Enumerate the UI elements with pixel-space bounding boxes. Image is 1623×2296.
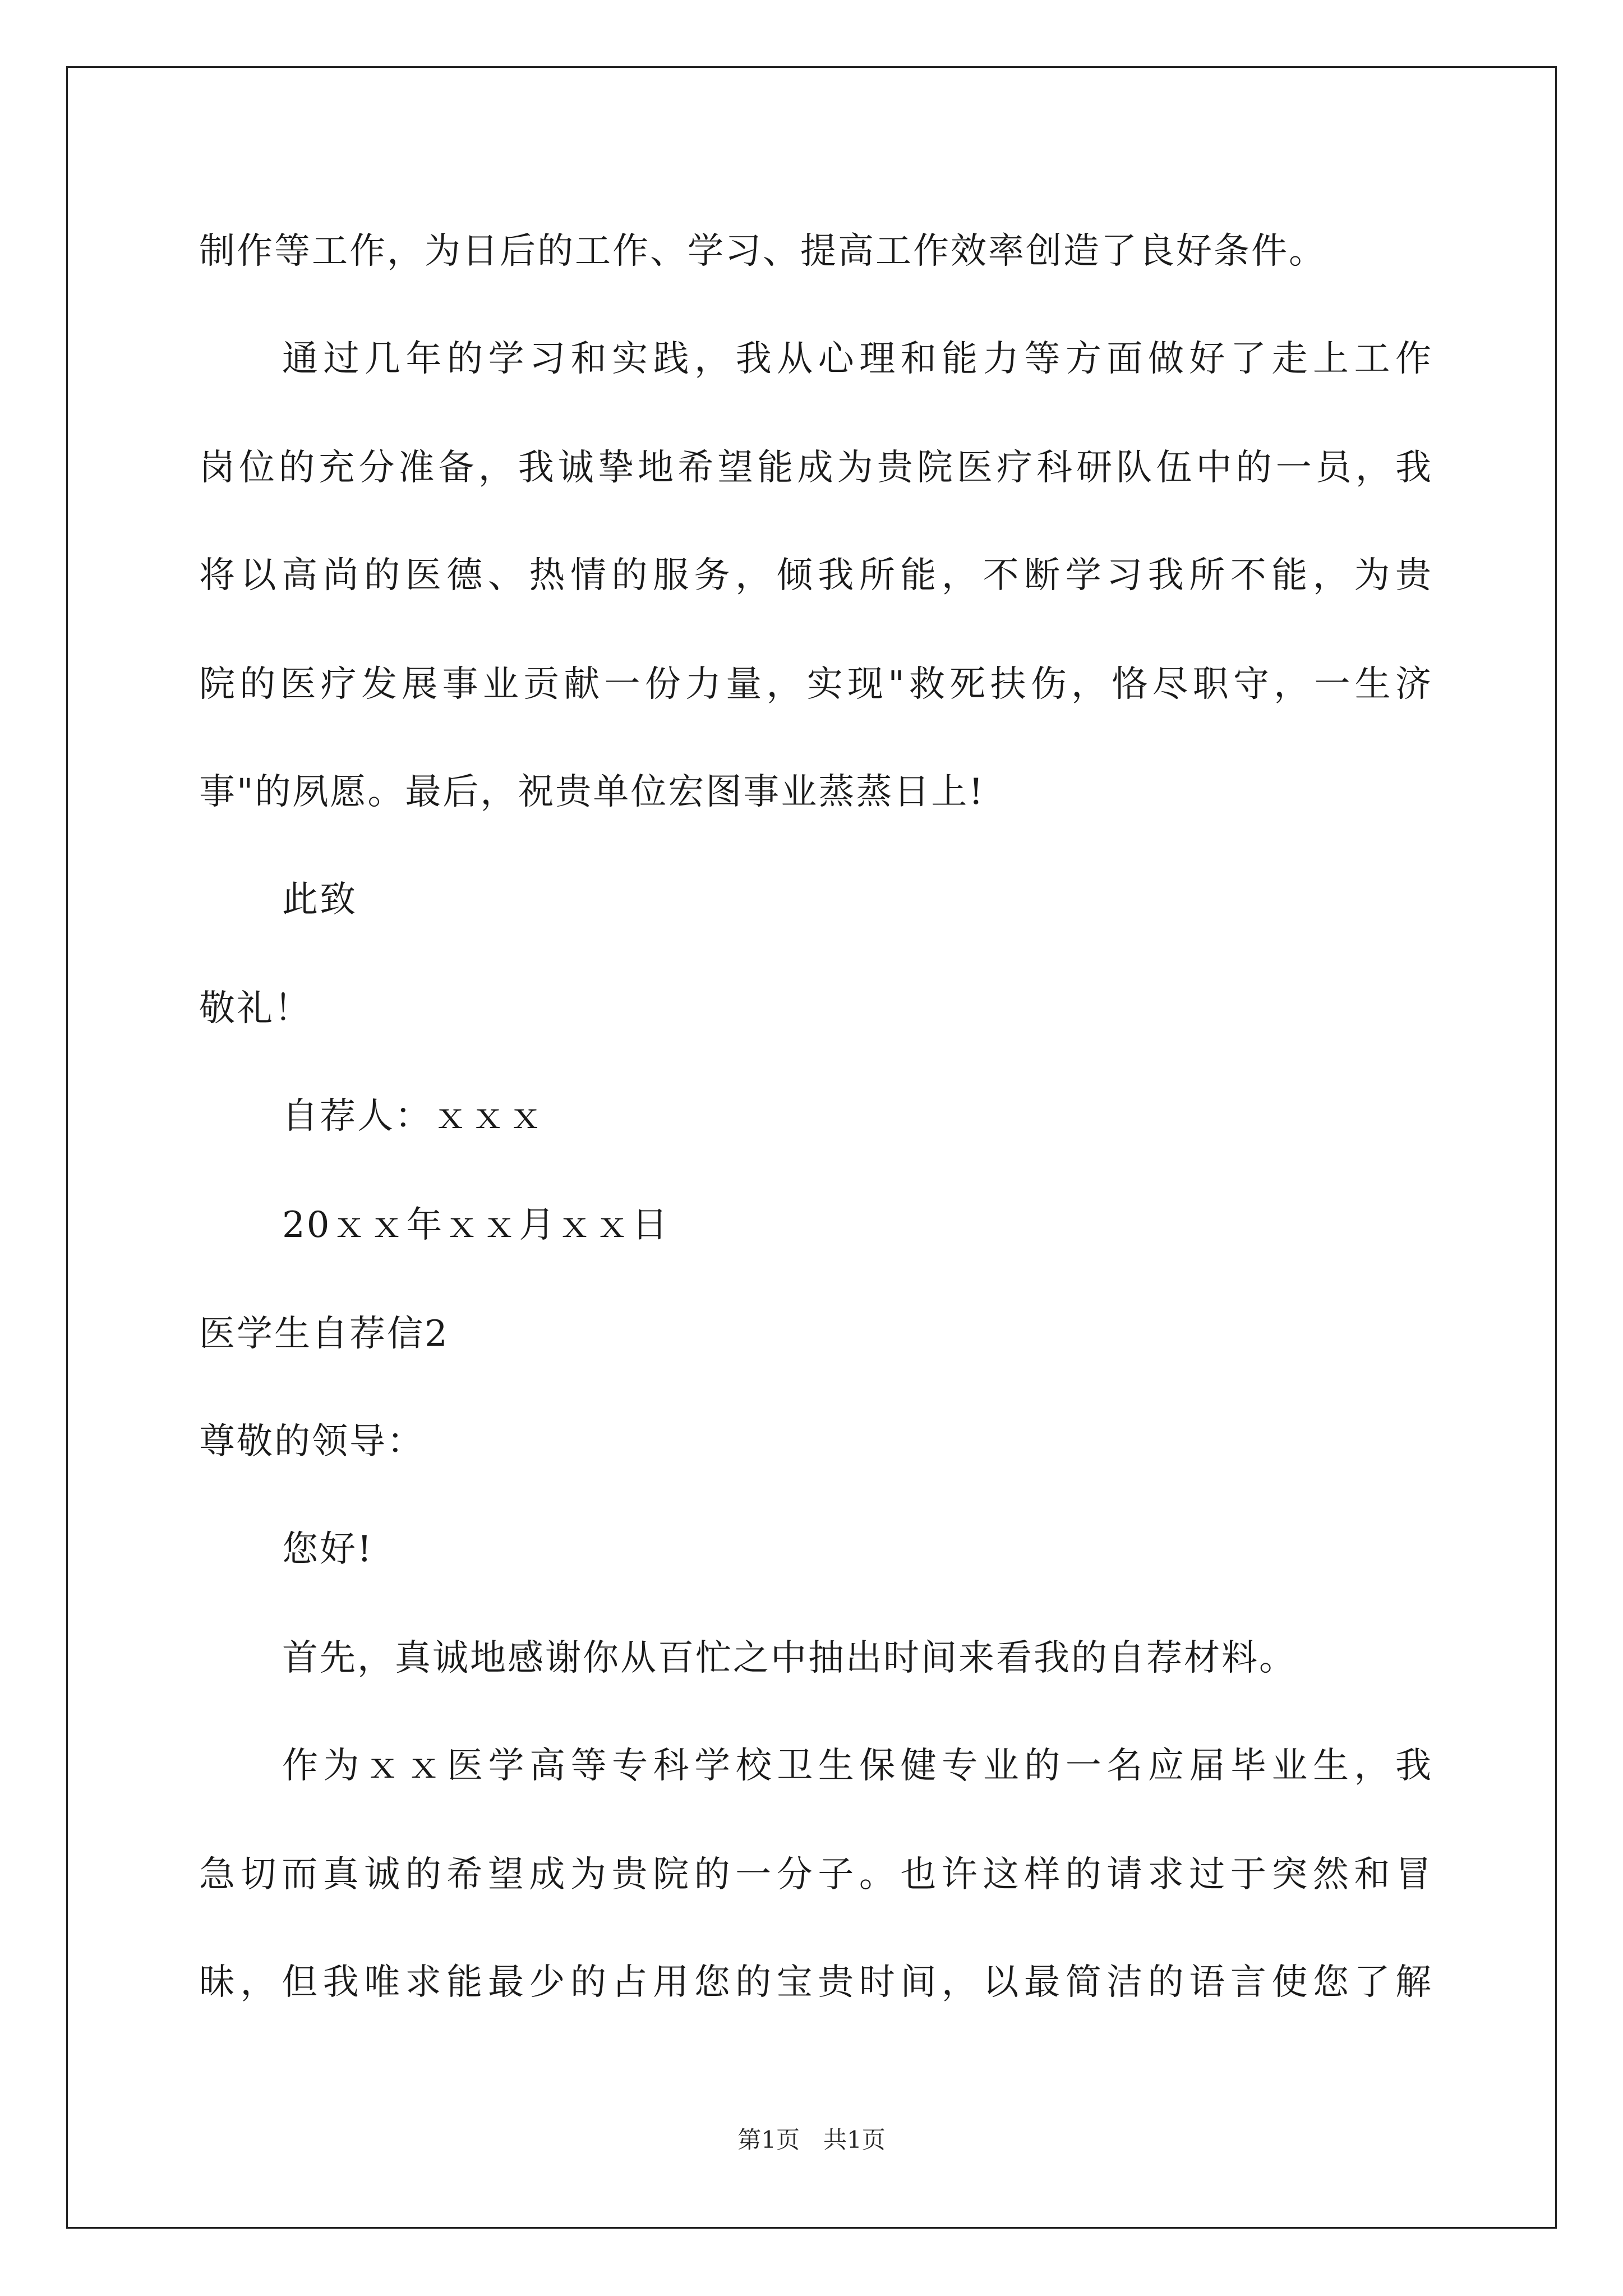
text-line: 急切而真诚的希望成为贵院的一分子。也许这样的请求过于突然和冒 — [199, 1854, 1433, 1895]
paragraph-first-line: 作为ｘｘ医学高等专科学校卫生保健专业的一名应届毕业生，我 — [282, 1745, 1433, 1787]
page-border — [66, 66, 1557, 2229]
greeting-hello: 您好! — [282, 1529, 374, 1570]
signature-date: 20ｘｘ年ｘｘ月ｘｘ日 — [282, 1204, 670, 1246]
text-line: 院的医疗发展事业贡献一份力量，实现"救死扶伤，恪尽职守，一生济 — [199, 664, 1433, 705]
closing-salutation: 此致 — [282, 879, 357, 921]
closing-regards: 敬礼！ — [199, 988, 312, 1029]
signature-name: 自荐人：ｘｘｘ — [282, 1096, 545, 1137]
paragraph-first-line: 首先，真诚地感谢你从百忙之中抽出时间来看我的自荐材料。 — [282, 1637, 1297, 1679]
paragraph-first-line: 通过几年的学习和实践，我从心理和能力等方面做好了走上工作 — [282, 338, 1433, 380]
letter-title: 医学生自荐信2 — [199, 1313, 449, 1355]
text-line: 制作等工作，为日后的工作、学习、提高工作效率创造了良好条件。 — [199, 231, 1326, 272]
text-line: 岗位的充分准备，我诚挚地希望能成为贵院医疗科研队伍中的一员，我 — [199, 447, 1433, 489]
greeting: 尊敬的领导： — [199, 1421, 425, 1462]
page-footer: 第1页 共1页 — [737, 2126, 886, 2154]
text-line: 事"的夙愿。最后，祝贵单位宏图事业蒸蒸日上! — [199, 771, 985, 813]
text-line: 昧，但我唯求能最少的占用您的宝贵时间，以最简洁的语言使您了解 — [199, 1962, 1433, 2003]
text-line: 将以高尚的医德、热情的服务，倾我所能，不断学习我所不能，为贵 — [199, 555, 1433, 596]
